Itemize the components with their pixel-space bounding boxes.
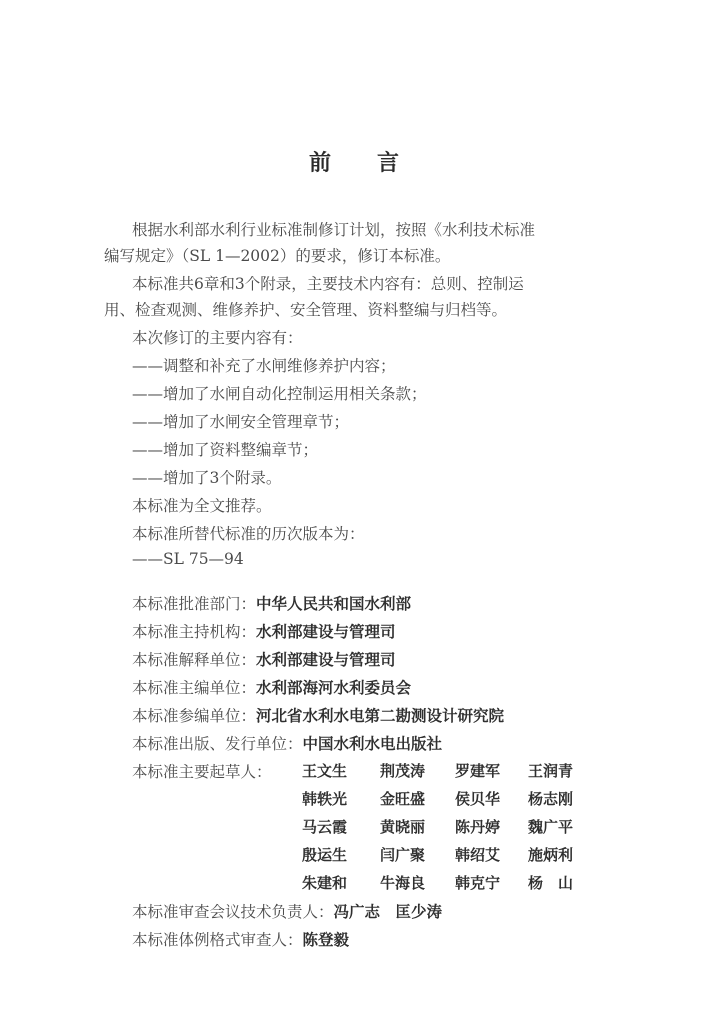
format-value: 陈登毅 (302, 931, 350, 949)
list-item-1: ——调整和补充了水闸维修养护内容； (132, 357, 396, 375)
drafter-name: 韩绍艾 (455, 846, 501, 864)
approve-row (132, 592, 411, 614)
paragraph-3: 本次修订的主要内容有： (132, 329, 303, 347)
paragraph-4: 本标准为全文推荐。 (132, 497, 272, 515)
drafter-name: 荆茂涛 (380, 762, 426, 780)
drafter-name: 侯贝华 (455, 790, 501, 808)
paragraph-2-line-1: 本标准共6章和3个附录，主要技术内容有：总则、控制运 (132, 275, 524, 293)
drafters-label: 本标准主要起草人： (132, 763, 272, 781)
publisher-label: 本标准出版、发行单位： (132, 735, 303, 753)
editor-value: 水利部海河水利委员会 (256, 679, 412, 697)
drafter-name: 魏广平 (528, 818, 574, 836)
drafter-name: 韩轶光 (302, 790, 348, 808)
interpret-row (132, 648, 396, 670)
list-item-5: ——增加了3个附录。 (132, 469, 282, 487)
reviewer-value: 冯广志 匡少涛 (333, 903, 443, 921)
interpret-value: 水利部建设与管理司 (256, 651, 396, 669)
page-title (0, 146, 708, 177)
participant-label: 本标准参编单位： (132, 707, 257, 725)
title-char-1: 前 (308, 150, 331, 176)
reviewer-row (132, 900, 442, 922)
participant-row (132, 704, 504, 726)
publisher-value: 中国水利水电出版社 (302, 735, 443, 753)
drafter-name: 罗建军 (455, 762, 501, 780)
title-char-2: 言 (377, 150, 400, 176)
paragraph-2-line-2: 用、检查观测、维修养护、安全管理、资料整编与归档等。 (104, 301, 508, 319)
drafter-name: 金旺盛 (380, 790, 426, 808)
host-label: 本标准主持机构： (132, 623, 257, 641)
drafter-name: 闫广聚 (380, 846, 426, 864)
drafter-name: 施炳利 (528, 846, 574, 864)
editor-label: 本标准主编单位： (132, 679, 257, 697)
interpret-label: 本标准解释单位： (132, 651, 257, 669)
paragraph-5: 本标准所替代标准的历次版本为： (132, 525, 365, 543)
paragraph-1-line-2: 编写规定》（SL 1—2002）的要求，修订本标准。 (104, 247, 451, 265)
list-item-3: ——增加了水闸安全管理章节； (132, 413, 350, 431)
drafter-name: 朱建和 (302, 874, 348, 892)
drafter-name: 王文生 (302, 762, 348, 780)
drafter-name: 陈丹婷 (455, 818, 501, 836)
publisher-row (132, 732, 442, 754)
list-item-4: ——增加了资料整编章节； (132, 441, 319, 459)
host-value: 水利部建设与管理司 (256, 623, 396, 641)
editor-row (132, 676, 411, 698)
drafter-name: 王润青 (528, 762, 574, 780)
participant-value: 河北省水利水电第二勘测设计研究院 (256, 707, 505, 725)
drafter-name: 殷运生 (302, 846, 348, 864)
format-row (132, 928, 349, 950)
drafter-name: 杨 山 (528, 874, 574, 892)
drafter-name: 杨志刚 (528, 790, 574, 808)
list-item-2: ——增加了水闸自动化控制运用相关条款； (132, 385, 427, 403)
paragraph-1-line-1: 根据水利部水利行业标准制修订计划，按照《水利技术标准 (132, 221, 536, 239)
drafter-name: 马云霞 (302, 818, 348, 836)
reviewer-label: 本标准审查会议技术负责人： (132, 903, 334, 921)
drafter-name: 韩克宁 (455, 874, 501, 892)
host-row (132, 620, 396, 642)
drafter-name: 黄晓丽 (380, 818, 426, 836)
approve-value: 中华人民共和国水利部 (256, 595, 412, 613)
list-item-6: ——SL 75—94 (132, 550, 244, 568)
approve-label: 本标准批准部门： (132, 595, 257, 613)
drafter-name: 牛海良 (380, 874, 426, 892)
format-label: 本标准体例格式审查人： (132, 931, 303, 949)
